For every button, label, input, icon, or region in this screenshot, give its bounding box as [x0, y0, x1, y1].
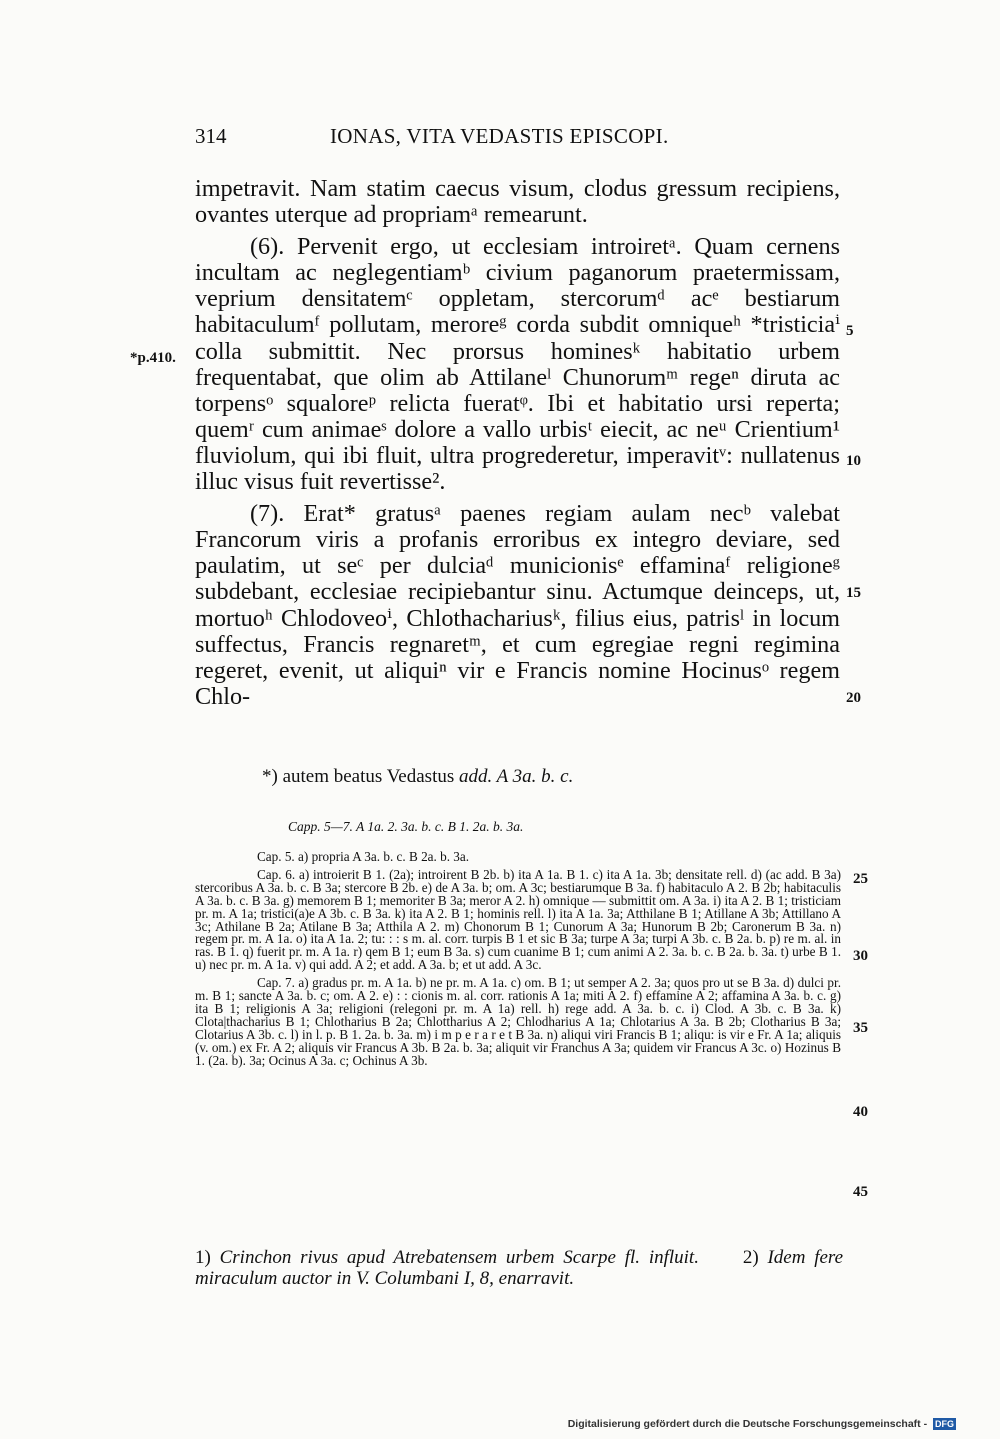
- critical-apparatus: [195, 851, 841, 1068]
- historical-notes: [195, 1247, 843, 1289]
- paragraph-6: (6). Pervenit ergo, ut ecclesiam introiretᵃ. Quam cernens incultam ac neglegentiamᵇ civium paganorum praetermissam, veprium densitatemᶜ oppletam, stercorumᵈ acᵉ bestiarum habitaculumᶠ pollutam, meroreᵍ corda subdit omniqueʰ *tristiciaⁱ colla submittit. Nec prorsus hominesᵏ habitatio urbem frequentabat, que olim ab Attilaneˡ Chunorumᵐ regeⁿ diruta ac torpensᵒ squaloreᵖ relicta fueratᵠ. Ibi et habitatio ursi reperta; quemʳ cum animaeˢ dolore a vallo urbisᵗ eiecit, ac neᵘ Crientium¹ fluviolum, qui ibi fluit, ultra progrederetur, imperavitᵛ: nullatenus illuc visus fuit revertisse².: [195, 233, 840, 496]
- note-2-text: Idem fere miraculum auctor in V. Columbani I, 8, enarravit.: [195, 1247, 844, 1289]
- note-1-text: Crinchon rivus apud Atrebatensem urbem Scarpe fl. influit.: [219, 1247, 699, 1268]
- apparatus-cap-5: Cap. 5. a) propria A 3a. b. c. B 2a. b. 3a.: [257, 849, 470, 864]
- note-2-number: 2): [742, 1247, 759, 1268]
- credit-text: Digitalisierung gefördert durch die Deutsche Forschungsgemeinschaft -: [567, 1418, 928, 1430]
- running-head: IONAS, VITA VEDASTIS EPISCOPI.: [330, 124, 669, 148]
- apparatus-capp-heading: Capp. 5—7. A 1a. 2. 3a. b. c. B 1. 2a. b. 3a.: [288, 819, 524, 834]
- margin-page-reference: *p.410.: [130, 350, 176, 366]
- page-number: 314: [195, 124, 227, 148]
- dfg-logo: DFG: [935, 1419, 954, 1430]
- line-number-25: 25: [853, 871, 868, 887]
- line-number-20: 20: [846, 690, 861, 706]
- digitization-credit: [568, 1418, 956, 1430]
- star-footnote-siglum: add. A 3a. b. c.: [459, 766, 574, 787]
- line-number-30: 30: [853, 948, 868, 964]
- paragraph-7: (7). Erat* gratusᵃ paenes regiam aulam necᵇ valebat Francorum viris a profanis erroribus ex integro deviare, sed paulatim, ut seᶜ per dulciaᵈ municionisᵉ effaminaᶠ religioneᵍ subdebant, ecclesiae recipiebantur sinu. Actumque deinceps, ut, mortuoʰ Chlodoveoⁱ, Chlothachariusᵏ, filius eius, patrisˡ in locum suffectus, Francis regnaretᵐ, et cum egregiae regni regimina regeret, evenit, ut aliquiⁿ vir e Francis nomine Hocinusᵒ regem Chlo-: [195, 500, 840, 710]
- line-number-5: 5: [846, 323, 854, 339]
- line-number-35: 35: [853, 1020, 868, 1036]
- paragraph-1: impetravit. Nam statim caecus visum, clodus gressum recipiens, ovantes uterque ad propriamᵃ remearunt.: [195, 175, 840, 229]
- star-footnote: [262, 766, 573, 788]
- line-number-45: 45: [853, 1184, 868, 1200]
- apparatus-cap-6: Cap. 6. a) introierit B 1. (2a); introirent B 2b. b) ita A 1a. B 1. c) ita A 1a. 3b; densitate rell. d) (ac add. B 3a) stercoribus A 3a. b. c. B 3a; stercore B 2b. e) de A 3a. b; om. A 3c; bestiarumque B 3a. f) habitaculo A 2. B 2b; habitaculis A 3a. b. c. B 3a. g) memorem B 1; memoriter B 3a; meror A 2. h) omnique — submittit om. A 3a. i) ita A 2. B 1; tristiciam pr. m. A 1a; tristici(a)e A 3b. c. B 3a. k) ita A 2. B 1; hominis rell. l) ita A 1a. 3a; Atthilane B 1; Atillane A 3b; Attillano A 3c; Athilane B 2a; Atilane B 3a; Atthila A 2. m) Chonorum B 1; Cunorum A 3a; Hunorum B 2b; Caronerum B 3a. n) regem pr. m. A 1a. o) ita A 1a. 2; tu: : : s m. al. corr. turpis B 1 et sic B 3a; turpe A 3a; turpi A 3b. c. B 2a. b. p) re m. al. in ras. B 1. q) fuerit pr. m. A 1a. r) qem B 1; eum B 3a. s) cum cuanime B 1; cum animi A 2. 3a. b. c. B 2a. b. 3a. t) urbe B 1. u) nec pr. m. A 1a. v) qui add. A 2; et add. A 3a. b; et ut add. A 3c.: [195, 866, 841, 973]
- main-text: [195, 176, 840, 716]
- note-1-number: 1): [195, 1247, 211, 1268]
- line-number-10: 10: [846, 453, 861, 469]
- apparatus-cap-7: Cap. 7. a) gradus pr. m. A 1a. b) ne pr. m. A 1a. c) om. B 1; ut semper A 2. 3a; quos pro ut se B 3a. d) dulci pr. m. B 1; sancte A 3a. b. c; om. A 2. e) : : cionis m. al. corr. rationis A 1a; miti A 2. f) effamine A 2; affamina A 3a. b. c. g) ita B 1; religionis A 3a; religioni (relegoni pr. m. A 1a) rell. h) rege add. A 3a. b. c. i) Clod. A 3b. c. B 3a. k) Clota|thacharius B 1; Chlotharius B 2a; Chlottharius A 2; Chlodharius A 1a; Chlotarius A 3a. B 2b; Clotharius B 3a; Clotarius A 3b. c. l) in l. p. B 1. 2a. b. 3a. m) i m p e r a r e t B 3a. n) aliqui viri Francis B 1; aliqu: is vir e Fr. A 1a; aliquis (v. om.) ex Fr. A 2; aliquis vir Francus A 3b. B 2a. b. 3a; aliquit vir Franchus A 3a; quidem vir Francus A 3c. o) Hozinus B 1. (2a. b). 3a; Ocinus A 3a. c; Ochinus A 3b.: [195, 975, 841, 1068]
- star-footnote-text: *) autem beatus Vedastus: [262, 766, 455, 787]
- line-number-40: 40: [853, 1104, 868, 1120]
- line-number-15: 15: [846, 585, 861, 601]
